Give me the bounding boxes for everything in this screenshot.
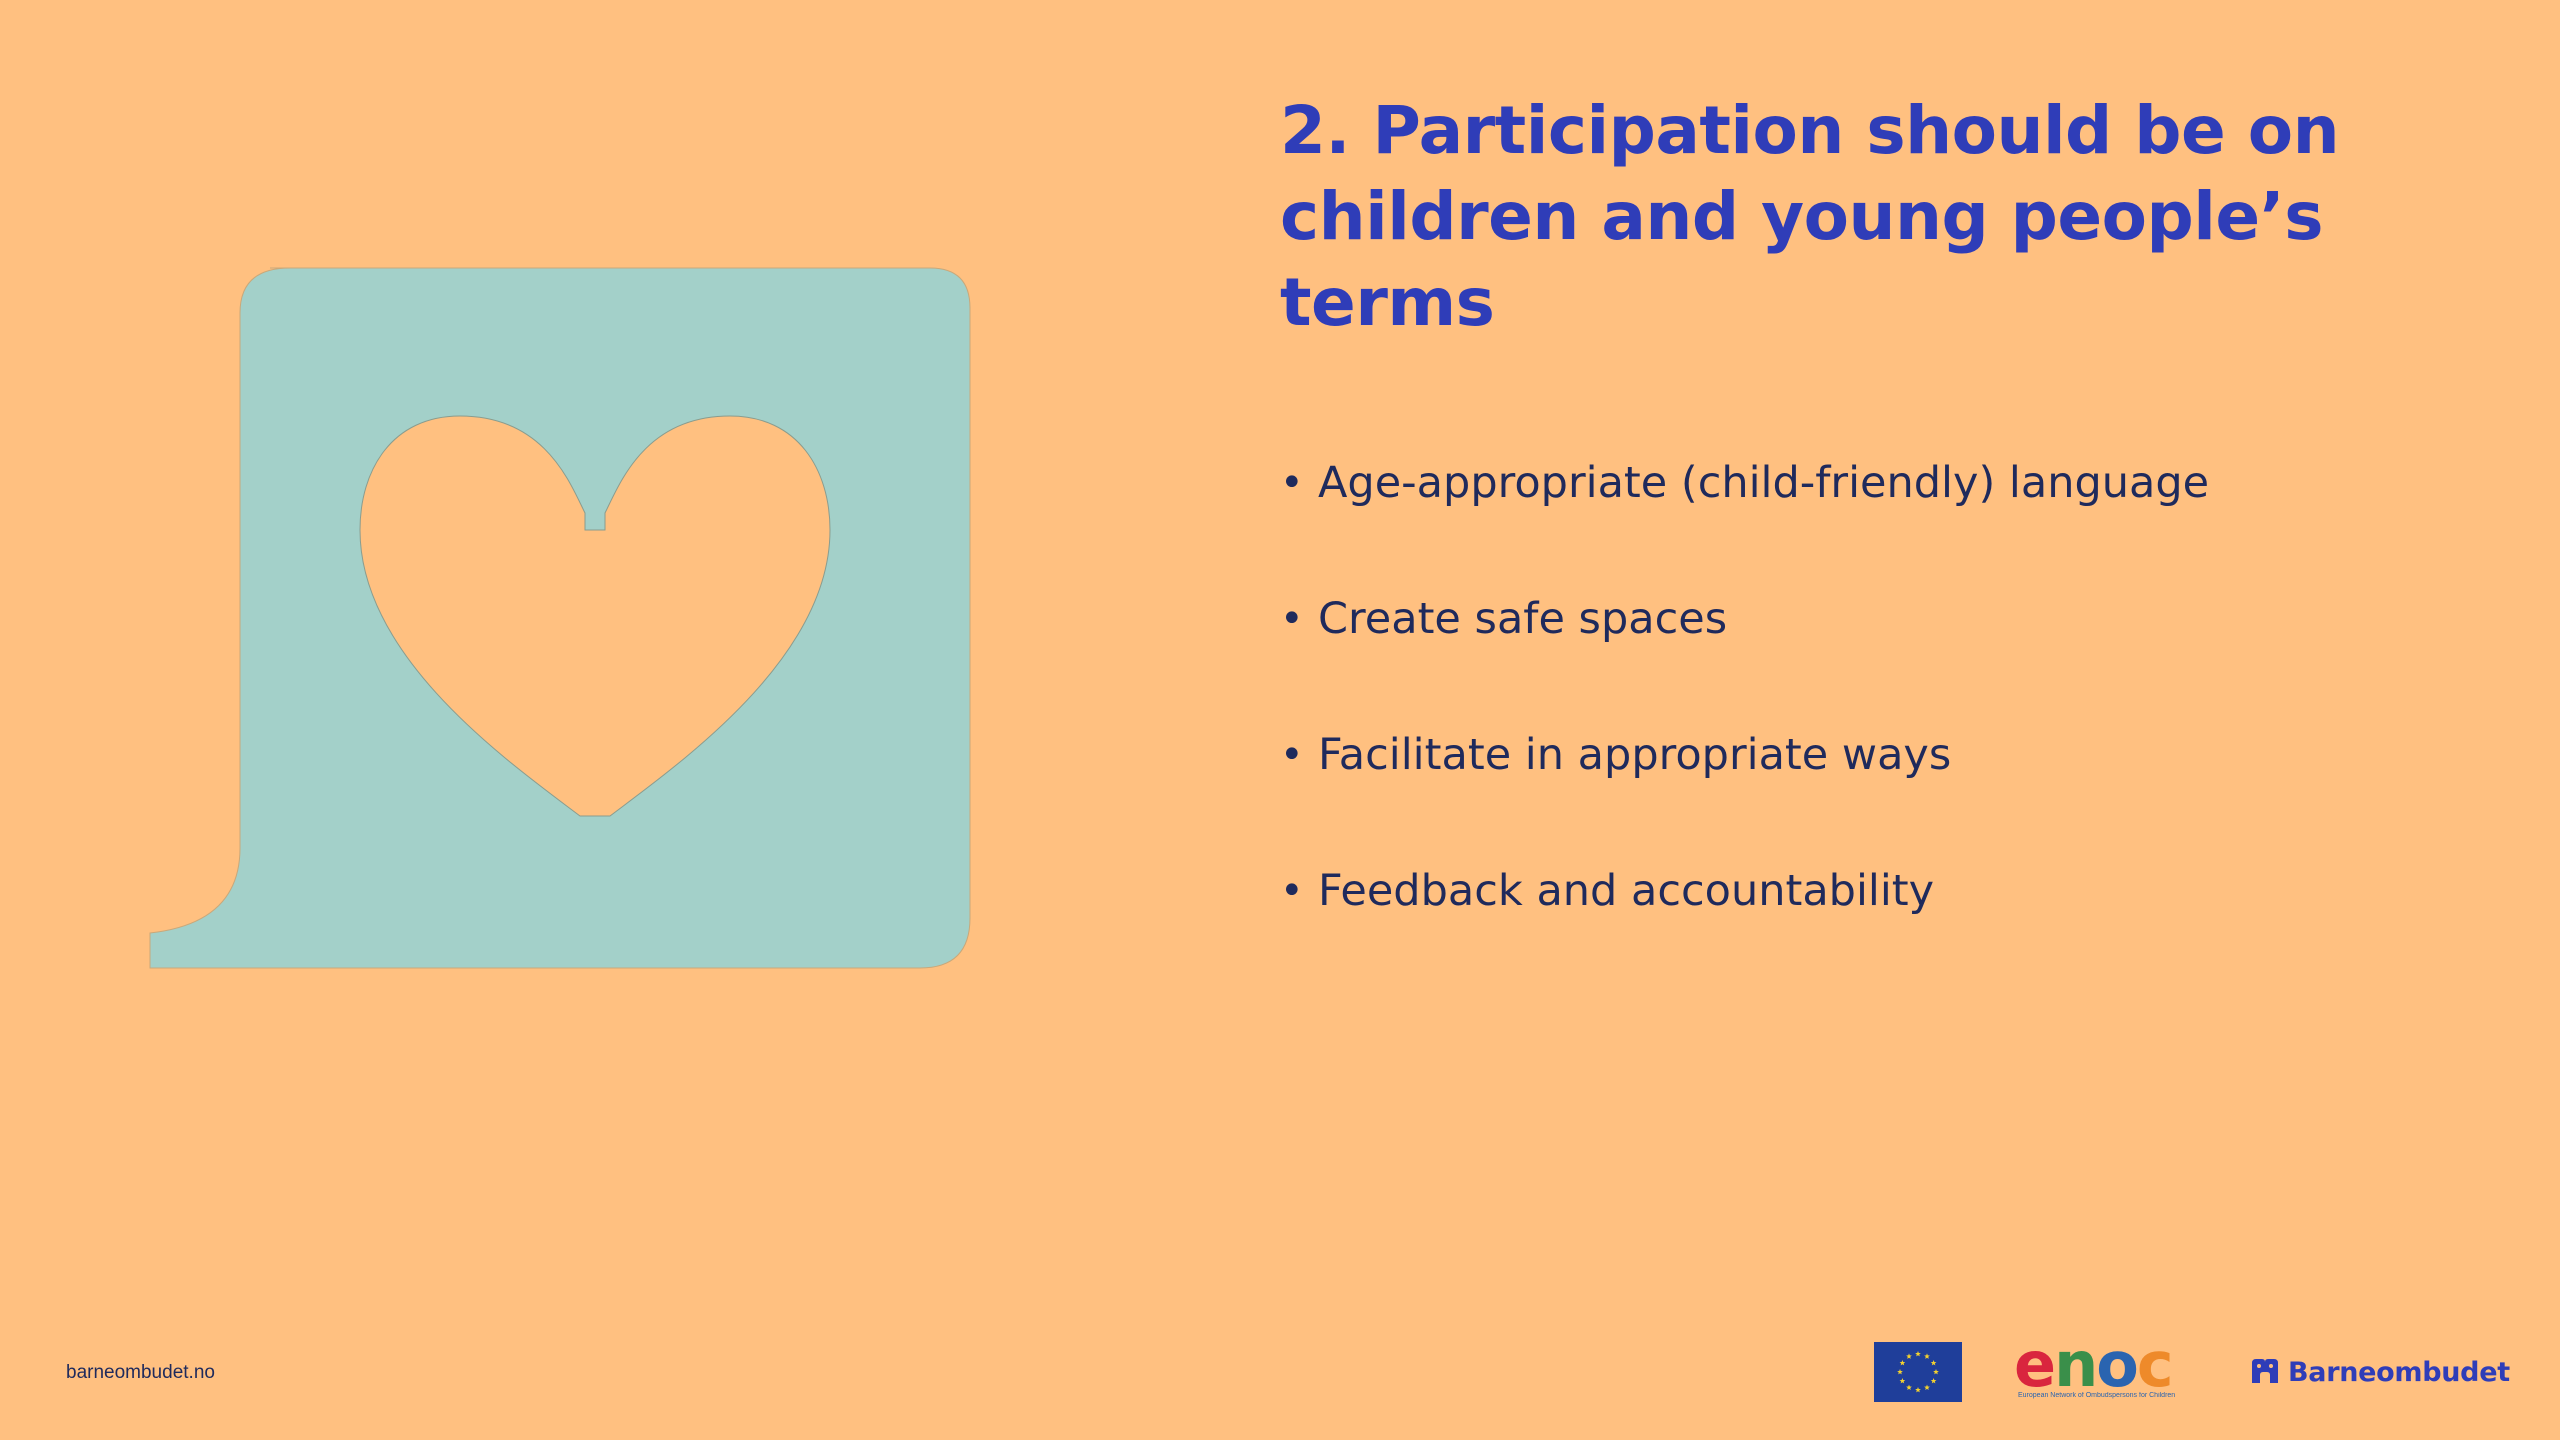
barneombudet-name: Barneombudet (2288, 1356, 2510, 1388)
bullet-item (1280, 584, 2480, 720)
slide-title: 2. Participation should be on children and young people’s terms (1280, 92, 2340, 341)
bullet-marker: • (1280, 732, 1304, 778)
bullet-text: Feedback and accountability (1318, 866, 1935, 916)
bullet-text: Age-appropriate (child-friendly) language (1318, 458, 2210, 508)
barneombudet-mark-icon (2250, 1359, 2280, 1385)
enoc-logo (2014, 1328, 2204, 1404)
bullet-item (1280, 856, 2480, 992)
bullet-item (1280, 448, 2480, 584)
enoc-letter: c (2136, 1328, 2172, 1401)
bullet-marker: • (1280, 460, 1304, 506)
bullet-list (1280, 448, 2480, 992)
barneombudet-logo (2250, 1354, 2510, 1390)
bullet-item (1280, 720, 2480, 856)
bullet-marker: • (1280, 868, 1304, 914)
enoc-letter: o (2096, 1328, 2137, 1401)
eu-flag-icon (1874, 1342, 1962, 1402)
bullet-text: Facilitate in appropriate ways (1318, 730, 1952, 780)
bullet-text: Create safe spaces (1318, 594, 1728, 644)
speech-bubble-heart-icon (140, 258, 980, 978)
enoc-letter: n (2054, 1328, 2097, 1401)
website-url: barneombudet.no (66, 1362, 215, 1383)
bullet-marker: • (1280, 596, 1304, 642)
enoc-letter: e (2014, 1328, 2055, 1401)
enoc-tagline: European Network of Ombudspersons for Children (2018, 1392, 2176, 1399)
